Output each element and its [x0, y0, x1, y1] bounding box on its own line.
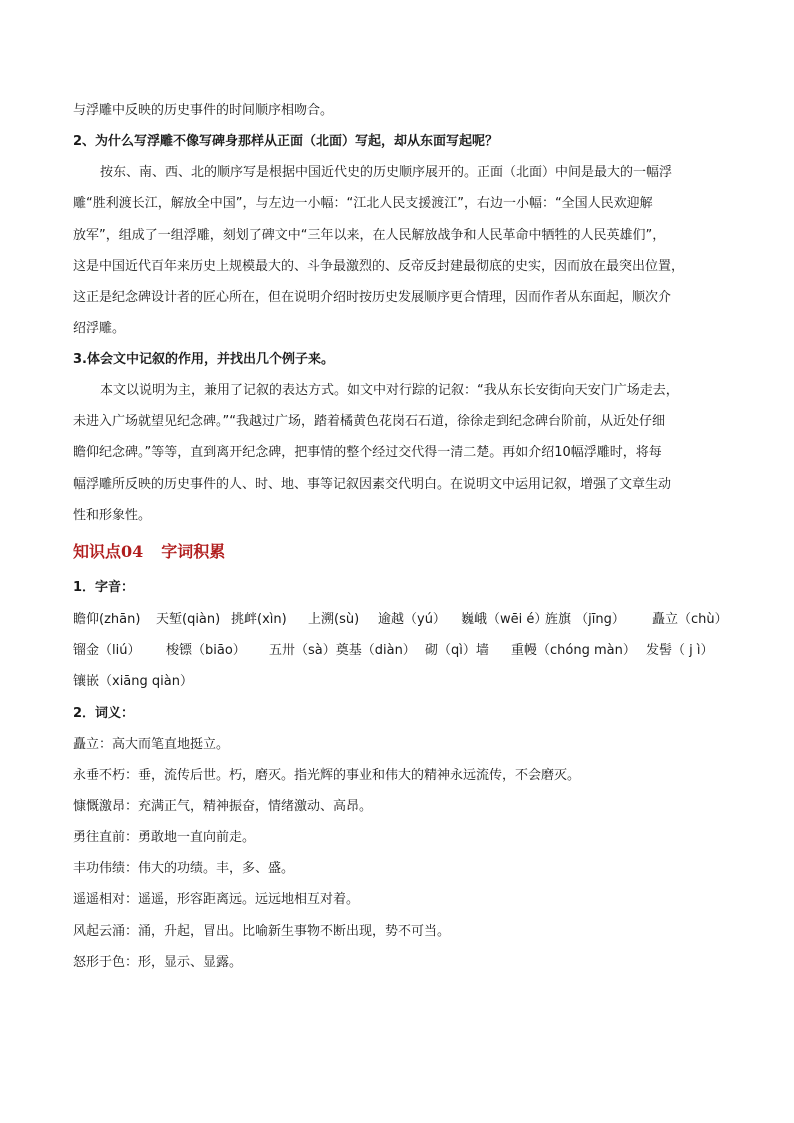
vocabulary-item: 怒形于色：形，显示、显露。 [73, 955, 243, 970]
vocabulary-label: 2．词义： [73, 706, 135, 721]
answer-3-line: 幅浮雕所反映的历史事件的人、时、地、事等记叙因素交代明白。在说明文中运用记叙，增强了文章生动 [73, 477, 672, 492]
pronunciation-item: 镶嵌（xiāng qiàn） [73, 674, 193, 689]
question-2: 2、为什么写浮雕不像写碑身那样从正面（北面）写起，却从东面写起呢？ [73, 134, 499, 149]
answer-2-line: 这正是纪念碑设计者的匠心所在，但在说明介绍时按历史发展顺序更合情理，因而作者从东面起，顺次介 [73, 290, 672, 305]
pronunciation-item: 梭镖（biāo） [166, 643, 246, 658]
vocabulary-item: 永垂不朽：垂，流传后世。朽，磨灭。指光辉的事业和伟大的精神永远流传，不会磨灭。 [73, 768, 581, 783]
vocabulary-item: 丰功伟绩：伟大的功绩。丰，多、盛。 [73, 861, 295, 876]
section-title: 字词积累 [161, 542, 226, 561]
pronunciation-item: 天堑(qiàn) [156, 612, 221, 627]
answer-2-line: 放军”，组成了一组浮雕，刻划了碑文中“三年以来，在人民解放战争和人民革命中牺牲的人民英雄们”， [73, 228, 666, 243]
section-number: 知识点04 [73, 542, 144, 561]
vocabulary-item: 风起云涌：涌，升起，冒出。比喻新生事物不断出现，势不可当。 [73, 924, 451, 939]
question-3: 3.体会文中记叙的作用，并找出几个例子来。 [73, 352, 334, 367]
answer-3-line: 本文以说明为主，兼用了记叙的表达方式。如文中对行踪的记叙：“我从东长安街向天安门广场走去， [100, 383, 679, 398]
pronunciation-item: 挑衅(xìn) [231, 612, 287, 627]
answer-2-line: 按东、南、西、北的顺序写是根据中国近代史的历史顺序展开的。正面（北面）中间是最大的一幅浮 [100, 165, 673, 180]
pronunciation-item: 瞻仰(zhān) [73, 612, 141, 627]
pronunciation-item: 旌旗 （jīng） [545, 612, 625, 627]
vocabulary-item: 勇往直前：勇敢地一直向前走。 [73, 830, 256, 845]
pronunciation-item: 上溯(sù) [308, 612, 360, 627]
pronunciation-item: 砌（qì）墙 [425, 643, 489, 658]
vocabulary-item: 矗立：高大而笔直地挺立。 [73, 737, 230, 752]
pronunciation-item: 五卅（sà）奠基（diàn） [269, 643, 416, 658]
answer-3-line: 未进入广场就望见纪念碑。”“我越过广场，踏着橘黄色花岗石石道，徐徐走到纪念碑台阶前，从近处仔细 [73, 414, 665, 429]
pronunciation-item: 逾越（yú） [378, 612, 446, 627]
answer-2-line: 这是中国近代百年来历史上规模最大的、斗争最激烈的、反帝反封建最彻底的史实，因而放在最突出位置， [73, 259, 685, 274]
pronunciation-item: 镏金（liú） [73, 643, 141, 658]
pronunciation-item: 巍峨（wēi é） [461, 612, 548, 627]
vocabulary-item: 慷慨激昂：充满正气，精神振奋，情绪激动、高昂。 [73, 799, 373, 814]
pronunciation-item: 重幔（chóng màn） [511, 643, 636, 658]
pronunciation-item: 矗立（chù） [652, 612, 728, 627]
answer-2-line: 绍浮雕。 [73, 321, 126, 336]
vocabulary-item: 遥遥相对：遥遥，形容距离远。远远地相互对着。 [73, 892, 360, 907]
answer-3-line: 瞻仰纪念碑。”等等，直到离开纪念碑，把事情的整个经过交代得一清二楚。再如介绍10幅浮雕时，将每 [73, 445, 662, 460]
answer-2-line: 雕“胜利渡长江，解放全中国”，与左边一小幅：“江北人民支援渡江”，右边一小幅：“全国人民欢迎解 [73, 196, 653, 211]
pronunciation-item: 发髻（ j ì） [646, 643, 714, 658]
intro-line: 与浮雕中反映的历史事件的时间顺序相吻合。 [73, 103, 334, 118]
section-heading [73, 541, 225, 563]
answer-3-line: 性和形象性。 [73, 508, 152, 523]
pronunciation-label: 1．字音： [73, 580, 135, 595]
